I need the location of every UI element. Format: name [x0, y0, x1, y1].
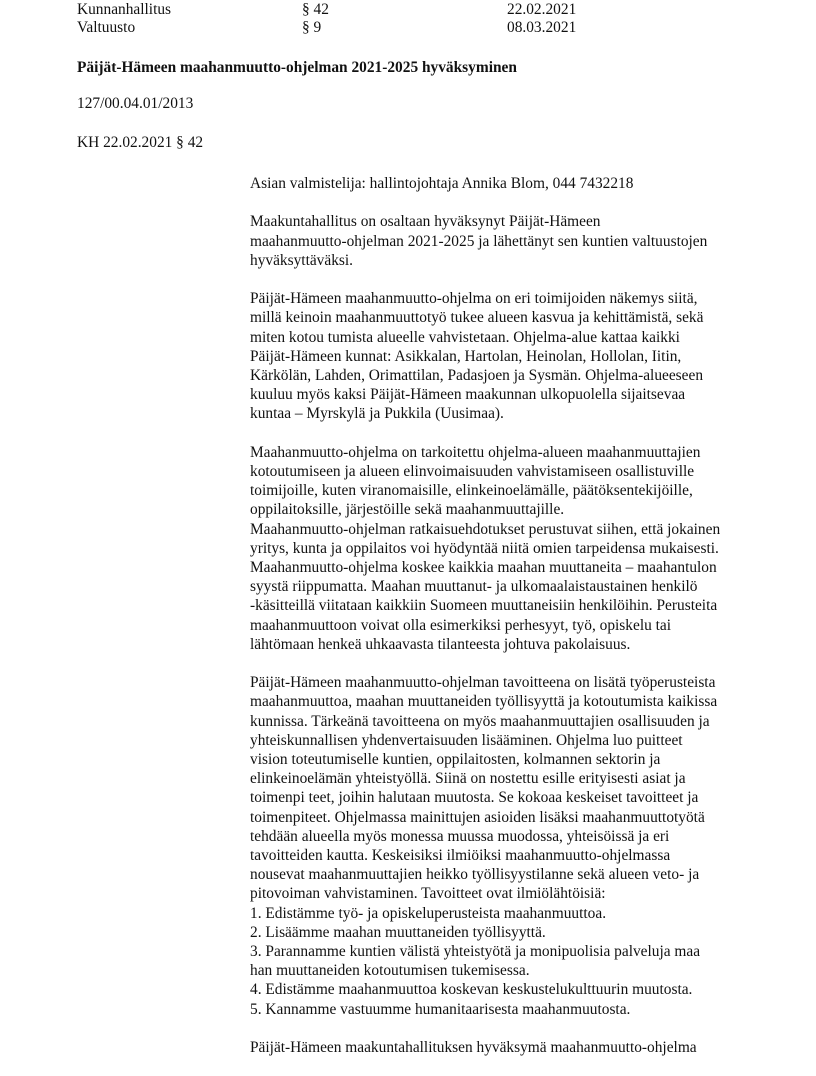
- text-line: syystä riippumatta. Maahan muuttanut- ja ulkomaalaistaustainen henkilö: [250, 578, 698, 596]
- body-paragraph: [250, 1038, 750, 1057]
- text-line: miten kotou tumista alueelle vahvistetaan. Ohjelma-alue kattaa kaikki: [250, 328, 680, 346]
- text-line: elinkeinoelämän yhteistyöllä. Siinä on nostettu esille erityisesti asiat ja: [250, 770, 686, 788]
- text-line: yhteiskunnallisen yhdenvertaisuuden lisääminen. Ohjelma luo puitteet: [250, 731, 683, 749]
- text-line: toimenpiteet. Ohjelmassa mainittujen asioiden lisäksi maahanmuuttotyötä: [250, 808, 705, 826]
- text-line: Maakuntahallitus on osaltaan hyväksynyt Päijät-Hämeen: [250, 213, 601, 231]
- text-line: 5. Kannamme vastuumme humanitaarisesta maahanmuutosta.: [250, 1000, 631, 1018]
- text-line: 3. Parannamme kuntien välistä yhteistyötä ja monipuolisia palveluja maa: [250, 943, 701, 961]
- document-body: [250, 174, 750, 1076]
- text-line: Päijät-Hämeen maahanmuutto-ohjelman tavoitteena on lisätä työperusteista: [250, 674, 716, 692]
- text-line: Kärkölän, Lahden, Orimattilan, Padasjoen ja Sysmän. Ohjelma-alueeseen: [250, 367, 704, 384]
- meeting-date: 22.02.2021: [507, 1, 577, 18]
- text-line: han muuttaneiden kotoutumisen tukemisessa.: [250, 962, 530, 980]
- text-line: maahanmuuttoon voivat olla esimerkiksi perhesyyt, työ, opiskelu tai: [250, 616, 672, 634]
- text-line: Päijät-Hämeen maahanmuutto-ohjelma on eri toimijoiden näkemys siitä,: [250, 290, 698, 308]
- meeting-body: Kunnanhallitus: [77, 1, 172, 18]
- meeting-body: Valtuusto: [77, 19, 136, 36]
- text-line: kuntaa – Myrskylä ja Pukkila (Uusimaa).: [250, 405, 504, 423]
- meeting-row-kunnanhallitus: [77, 1, 637, 19]
- text-line: millä keinoin maahanmuuttotyö tukee alueen kasvua ja kehittämistä, sekä: [250, 309, 704, 327]
- text-line: Päijät-Hämeen maakuntahallituksen hyväksymä maahanmuutto-ohjelma: [250, 1039, 697, 1057]
- text-line: kunnissa. Tärkeänä tavoitteena on myös maahanmuuttajien osallisuuden ja: [250, 712, 710, 730]
- diary-number: 127/00.04.01/2013: [77, 95, 194, 112]
- body-paragraph: [250, 443, 750, 654]
- text-line: toimijoille, kuten viranomaisille, elinkeinoelämälle, päätöksentekijöille,: [250, 482, 693, 500]
- text-line: tehdään alueella myös monessa muussa muodossa, yhteisöissä ja eri: [250, 827, 670, 845]
- preparer-line: Asian valmistelija: hallintojohtaja Annika Blom, 044 7432218: [250, 175, 634, 192]
- body-paragraph: [250, 212, 750, 270]
- text-line: toimenpi teet, joihin halutaan muutosta. Se kokoaa keskeiset tavoitteet ja: [250, 789, 699, 807]
- meeting-reference: KH 22.02.2021 § 42: [77, 134, 204, 151]
- text-line: pitovoiman vahvistaminen. Tavoitteet ovat ilmiölähtöisiä:: [250, 885, 606, 903]
- text-line: 2. Lisäämme maahan muuttaneiden työllisyyttä.: [250, 923, 546, 941]
- text-line: Maahanmuutto-ohjelman ratkaisuehdotukset perustuvat siihen, että jokainen: [250, 520, 721, 538]
- text-line: Päijät-Hämeen kunnat: Asikkalan, Hartolan, Heinolan, Hollolan, Iitin,: [250, 347, 682, 365]
- text-line: nousevat maahanmuuttajien heikko työllisyystilanne sekä alueen veto- ja: [250, 866, 700, 884]
- text-line: hyväksyttäväksi.: [250, 251, 354, 269]
- meeting-section: § 42: [302, 1, 329, 18]
- body-paragraph: [250, 673, 750, 1019]
- document-title: Päijät-Hämeen maahanmuutto-ohjelman 2021-2025 hyväksyminen: [77, 59, 517, 76]
- meeting-section: § 9: [302, 19, 322, 36]
- text-line: lähtömaan henkeä uhkaavasta tilanteesta johtuva pakolaisuus.: [250, 635, 631, 653]
- text-line: maahanmuuttoa, maahan muuttaneiden työllisyyttä ja kotoutumista kaikissa: [250, 693, 718, 711]
- text-line: Maahanmuutto-ohjelma koskee kaikkia maahan muuttaneita – maahantulon: [250, 559, 717, 577]
- text-line: maahanmuutto-ohjelman 2021-2025 ja lähettänyt sen kuntien valtuustojen: [250, 232, 708, 250]
- meeting-row-valtuusto: [77, 19, 637, 37]
- text-line: kuuluu myös kaksi Päijät-Hämeen maakunnan ulkopuolella sijaitsevaa: [250, 386, 686, 404]
- body-paragraph: [250, 289, 750, 423]
- text-line: tavoitteiden kautta. Keskeisiksi ilmiöiksi maahanmuutto-ohjelmassa: [250, 847, 671, 865]
- text-line: kotoutumiseen ja alueen elinvoimaisuuden vahvistamiseen osallistuville: [250, 463, 695, 480]
- meeting-date: 08.03.2021: [507, 19, 577, 36]
- body-paragraphs: [250, 212, 750, 1057]
- text-line: 1. Edistämme työ- ja opiskeluperusteista maahanmuuttoa.: [250, 904, 607, 922]
- text-line: Maahanmuutto-ohjelma on tarkoitettu ohjelma-alueen maahanmuuttajien: [250, 443, 701, 461]
- text-line: oppilaitoksille, järjestöille sekä maahanmuuttajille.: [250, 501, 565, 519]
- text-line: vision toteutumiselle kuntien, oppilaitosten, kolmannen sektorin ja: [250, 751, 661, 769]
- text-line: -käsitteillä viitataan kaikkiin Suomeen muuttaneisiin henkilöihin. Perusteita: [250, 597, 718, 615]
- text-line: 4. Edistämme maahanmuuttoa koskevan keskustelukulttuurin muutosta.: [250, 981, 693, 999]
- text-line: yritys, kunta ja oppilaitos voi hyödyntää niitä omien tarpeidensa mukaisesti.: [250, 539, 719, 557]
